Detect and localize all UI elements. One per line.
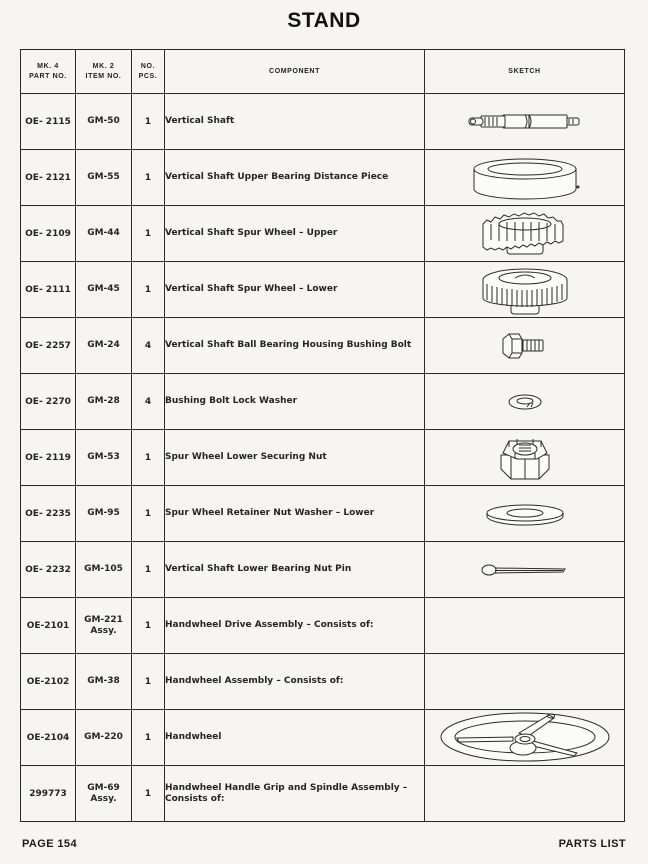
table-row [21, 486, 625, 542]
component-cell [165, 542, 425, 598]
pcs-cell: 1 [132, 486, 165, 542]
component-name: Vertical Shaft Ball Bearing Housing Bushing Bolt [165, 340, 412, 350]
item-no-cell [76, 766, 132, 822]
sketch-cell [425, 318, 625, 374]
item-no-cell [76, 206, 132, 262]
item-no-cell [76, 486, 132, 542]
header-sketch: SKETCH [425, 50, 625, 94]
pcs-cell: 1 [132, 710, 165, 766]
lock-washer-icon [505, 391, 545, 413]
item-no: GM-45 [87, 284, 120, 294]
item-no-cell [76, 654, 132, 710]
section-label: PARTS LIST [558, 838, 626, 850]
pcs-cell: 1 [132, 94, 165, 150]
item-no: GM-24 [87, 340, 120, 350]
pcs-cell: 1 [132, 598, 165, 654]
sketch-cell [425, 430, 625, 486]
item-no-cell [76, 262, 132, 318]
component-cell [165, 262, 425, 318]
table-row [21, 374, 625, 430]
component-cell [165, 710, 425, 766]
part-no-cell: OE- 2121 [21, 150, 76, 206]
bolt-icon [497, 331, 553, 361]
item-no: GM-105 [84, 564, 123, 574]
component-cell [165, 598, 425, 654]
sketch-cell [425, 598, 625, 654]
cotter-pin-icon [479, 560, 571, 580]
page-number: PAGE 154 [22, 838, 77, 850]
component-name: Vertical Shaft Spur Wheel – Upper [165, 228, 338, 238]
castle-nut-icon [495, 433, 555, 483]
pcs-cell: 1 [132, 654, 165, 710]
part-no-cell: OE- 2257 [21, 318, 76, 374]
item-no-cell [76, 94, 132, 150]
component-cell [165, 486, 425, 542]
component-name-continued: Consists of: [165, 793, 225, 804]
pcs-cell: 1 [132, 430, 165, 486]
sketch-cell [425, 486, 625, 542]
pcs-cell: 1 [132, 206, 165, 262]
page-title: STAND [287, 9, 361, 32]
table-row [21, 430, 625, 486]
component-name: Spur Wheel Retainer Nut Washer – Lower [165, 508, 375, 518]
component-cell [165, 374, 425, 430]
table-row [21, 766, 625, 822]
header-component: COMPONENT [165, 50, 425, 94]
flat-washer-icon [483, 502, 567, 526]
item-no-suffix: Assy. [90, 793, 117, 804]
sketch-cell [425, 150, 625, 206]
component-name: Vertical Shaft Lower Bearing Nut Pin [165, 564, 352, 574]
header-part-no-line2: PART NO. [29, 72, 67, 80]
component-cell [165, 430, 425, 486]
sketch-cell [425, 542, 625, 598]
component-name: Spur Wheel Lower Securing Nut [165, 452, 327, 462]
header-item-no-line2: ITEM NO. [85, 72, 122, 80]
pcs-cell: 4 [132, 318, 165, 374]
sketch-cell [425, 374, 625, 430]
table-row [21, 150, 625, 206]
item-no: GM-38 [87, 676, 120, 686]
part-no-cell: OE- 2109 [21, 206, 76, 262]
item-no-cell [76, 542, 132, 598]
item-no: GM-95 [87, 508, 120, 518]
component-name: Vertical Shaft [165, 116, 235, 126]
sketch-cell [425, 262, 625, 318]
item-no: GM-50 [87, 116, 120, 126]
item-no-suffix: Assy. [90, 625, 117, 636]
part-no-cell: OE- 2232 [21, 542, 76, 598]
part-no-cell: OE- 2235 [21, 486, 76, 542]
item-no: GM-220 [84, 732, 123, 742]
sketch-cell [425, 94, 625, 150]
part-no-cell: OE- 2119 [21, 430, 76, 486]
item-no-cell [76, 150, 132, 206]
table-row [21, 542, 625, 598]
header-part-no-line1: MK. 4 [37, 62, 59, 70]
pcs-cell: 1 [132, 766, 165, 822]
header-pcs [132, 50, 165, 94]
pcs-cell: 1 [132, 262, 165, 318]
sketch-cell [425, 654, 625, 710]
header-item-no-line1: MK. 2 [92, 62, 115, 70]
handwheel-icon [437, 711, 613, 765]
component-name: Vertical Shaft Spur Wheel – Lower [165, 284, 338, 294]
distance-piece-icon [470, 155, 580, 201]
item-no-cell [76, 318, 132, 374]
item-no: GM-55 [87, 172, 120, 182]
sketch-cell [425, 766, 625, 822]
item-no: GM-28 [87, 396, 120, 406]
component-name: Handwheel Drive Assembly – Consists of: [165, 620, 374, 630]
item-no-cell [76, 598, 132, 654]
part-no-cell: OE-2102 [21, 654, 76, 710]
pcs-cell: 1 [132, 150, 165, 206]
item-no-cell [76, 430, 132, 486]
component-name: Bushing Bolt Lock Washer [165, 396, 298, 406]
component-cell [165, 150, 425, 206]
component-cell [165, 206, 425, 262]
item-no: GM-221 [84, 614, 123, 625]
header-pcs-line2: PCS. [138, 72, 158, 80]
item-no-cell [76, 710, 132, 766]
part-no-cell: OE-2101 [21, 598, 76, 654]
item-no-cell [76, 374, 132, 430]
table-row [21, 318, 625, 374]
table-row [21, 654, 625, 710]
item-no: GM-44 [87, 228, 120, 238]
component-cell [165, 654, 425, 710]
item-no: GM-69 [87, 782, 120, 793]
table-row [21, 710, 625, 766]
part-no-cell: 299773 [21, 766, 76, 822]
table-header-row [21, 50, 625, 94]
pcs-cell: 4 [132, 374, 165, 430]
spur-wheel-upper-icon [477, 210, 573, 258]
table-row [21, 262, 625, 318]
component-name: Handwheel Handle Grip and Spindle Assembly – [165, 782, 408, 793]
part-no-cell: OE- 2270 [21, 374, 76, 430]
parts-table [20, 49, 625, 822]
part-no-cell: OE- 2111 [21, 262, 76, 318]
part-no-cell: OE-2104 [21, 710, 76, 766]
sketch-cell [425, 206, 625, 262]
header-item-no [76, 50, 132, 94]
table-row [21, 94, 625, 150]
part-no-cell: OE- 2115 [21, 94, 76, 150]
component-cell [165, 318, 425, 374]
component-name: Handwheel Assembly – Consists of: [165, 676, 344, 686]
header-part-no [21, 50, 76, 94]
component-name: Vertical Shaft Upper Bearing Distance Piece [165, 172, 389, 182]
table-row [21, 598, 625, 654]
header-pcs-line1: NO. [140, 62, 156, 70]
vertical-shaft-icon [465, 111, 585, 133]
component-cell [165, 766, 425, 822]
component-name: Handwheel [165, 732, 222, 742]
sketch-cell [425, 710, 625, 766]
item-no: GM-53 [87, 452, 120, 462]
table-row [21, 206, 625, 262]
component-cell [165, 94, 425, 150]
spur-wheel-lower-icon [477, 264, 573, 316]
pcs-cell: 1 [132, 542, 165, 598]
